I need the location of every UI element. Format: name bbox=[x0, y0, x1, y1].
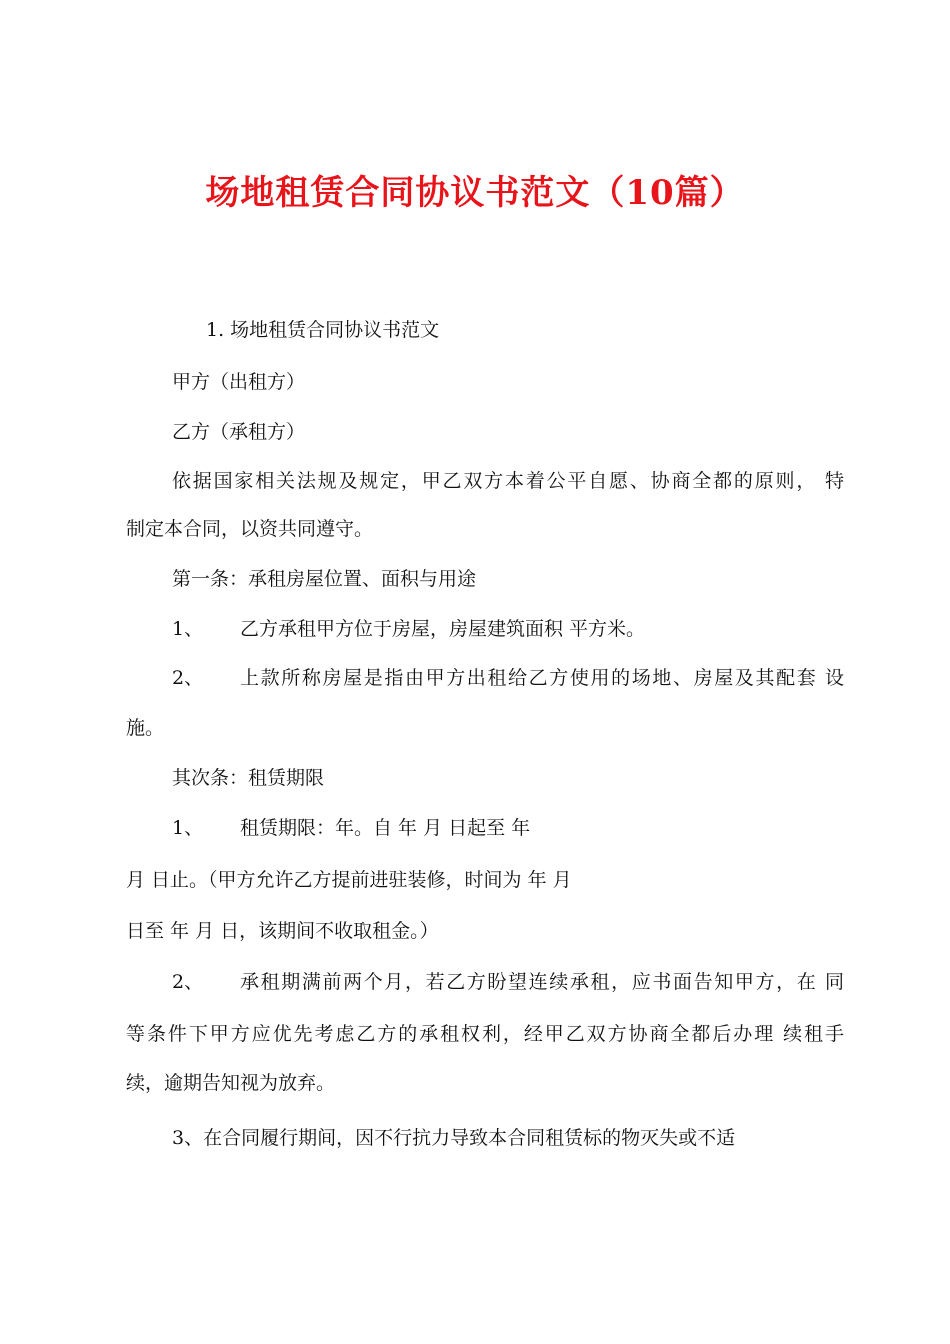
item-number: 1、 bbox=[172, 618, 204, 640]
section-heading: 1. 场地租赁合同协议书范文 bbox=[206, 319, 440, 341]
intro-paragraph-line-2: 制定本合同，以资共同遵守。 bbox=[126, 518, 374, 540]
article-2-item-1-line-2: 月 日止。（甲方允许乙方提前进驻装修，时间为 年 月 bbox=[126, 869, 572, 891]
item-text: 租赁期限：年。自 年 月 日起至 年 bbox=[240, 817, 531, 839]
item-number: 1、 bbox=[172, 817, 204, 839]
party-a-label: 甲方（出租方） bbox=[172, 371, 306, 393]
article-2-heading: 其次条：租赁期限 bbox=[172, 767, 325, 789]
article-2-item-3-line-1: 3、在合同履行期间，因不行抗力导致本合同租赁标的物灭失或不适 bbox=[172, 1127, 736, 1149]
item-text: 乙方承租甲方位于房屋，房屋建筑面积 平方米。 bbox=[240, 618, 646, 640]
article-2-item-2-line-1 bbox=[172, 968, 844, 996]
intro-paragraph-line-1: 依据国家相关法规及规定，甲乙双方本着公平自愿、协商全都的原则， 特 bbox=[172, 470, 844, 492]
article-2-item-1-line-1 bbox=[172, 814, 530, 842]
article-1-item-2-line-1 bbox=[172, 664, 844, 692]
article-1-item-2-line-2: 施。 bbox=[126, 717, 165, 739]
item-number: 2、 bbox=[172, 667, 204, 689]
item-text: 承租期满前两个月，若乙方盼望连续承租，应书面告知甲方，在 同 bbox=[240, 971, 844, 993]
item-text: 上款所称房屋是指由甲方出租给乙方使用的场地、房屋及其配套 设 bbox=[240, 667, 844, 689]
party-b-label: 乙方（承租方） bbox=[172, 421, 306, 443]
article-2-item-2-line-2: 等条件下甲方应优先考虑乙方的承租权利，经甲乙双方协商全都后办理 续租手 bbox=[126, 1023, 844, 1045]
article-2-item-1-line-3: 日至 年 月 日，该期间不收取租金。） bbox=[126, 920, 439, 942]
article-1-heading: 第一条：承租房屋位置、面积与用途 bbox=[172, 568, 477, 590]
item-number: 2、 bbox=[172, 971, 204, 993]
article-2-item-2-line-3: 续，逾期告知视为放弃。 bbox=[126, 1072, 336, 1094]
article-1-item-1 bbox=[172, 615, 645, 643]
document-title: 场地租赁合同协议书范文（10篇） bbox=[205, 173, 745, 213]
